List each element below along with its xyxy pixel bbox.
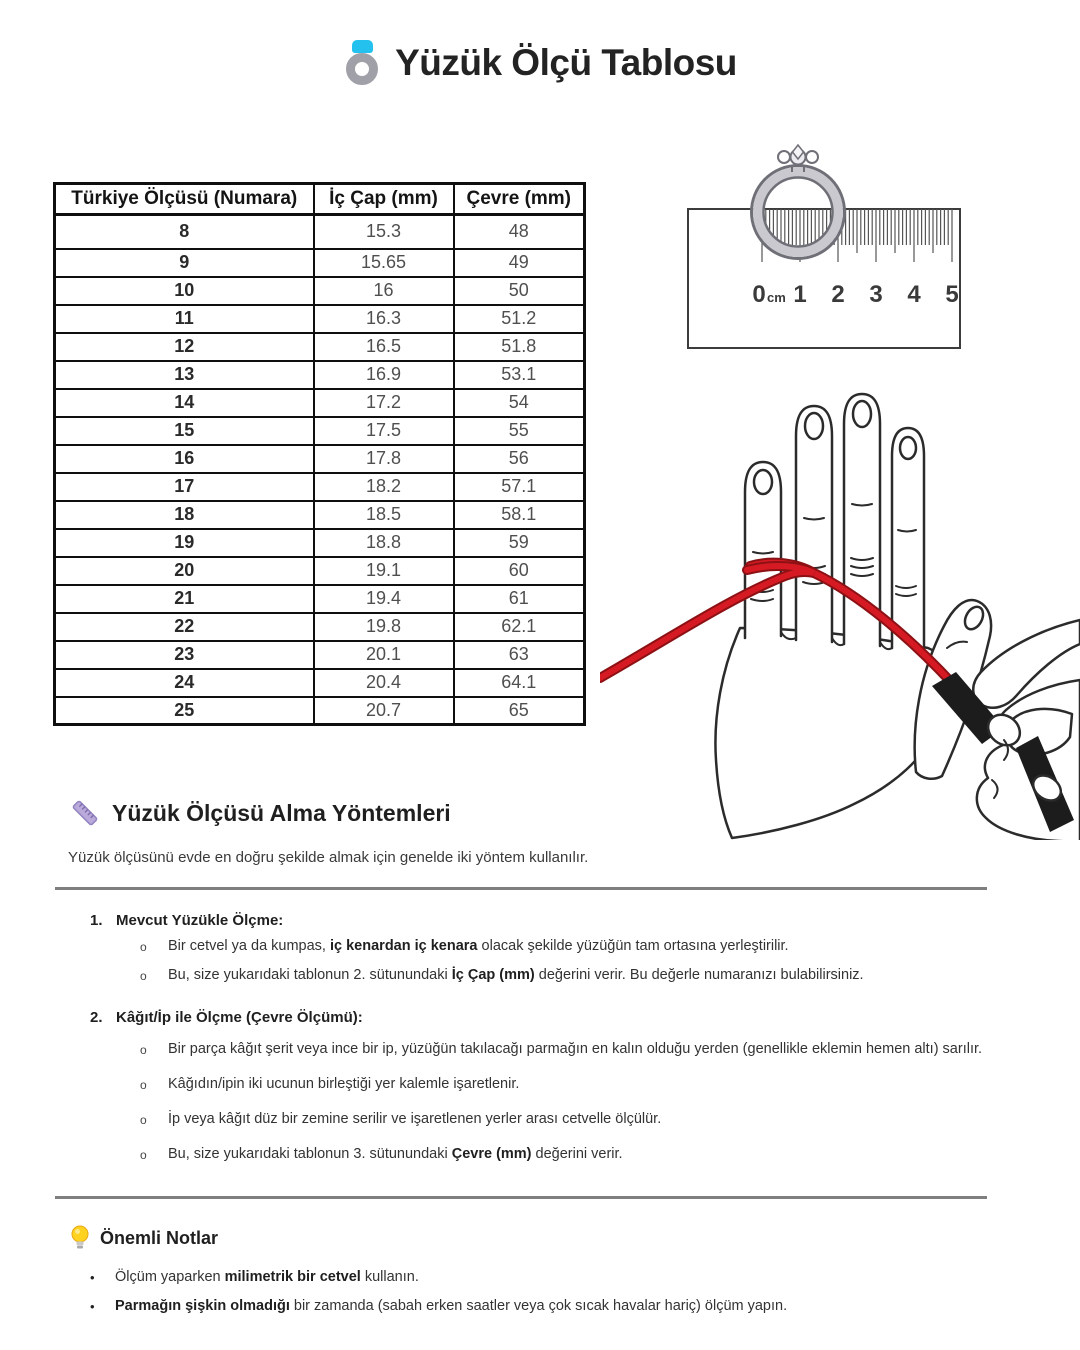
- list-item-text: Bir cetvel ya da kumpas, iç kenardan iç kenara olacak şekilde yüzüğün tam ortasına yerleştirilir.: [168, 938, 789, 954]
- circle-bullet-marker: o: [140, 1113, 147, 1127]
- table-cell-circumference: 64.1: [454, 669, 585, 697]
- table-cell-size: 17: [55, 473, 314, 501]
- list-item-text: İp veya kâğıt düz bir zemine serilir ve işaretlenen yerler arası cetvelle ölçülür.: [168, 1111, 662, 1127]
- list-item: [0, 1039, 1080, 1061]
- notes-heading: Önemli Notlar: [100, 1227, 219, 1248]
- middle-nail: [805, 413, 823, 439]
- list-item-text: Bu, size yukarıdaki tablonun 2. sütunundaki İç Çap (mm) değerini verir. Bu değerle numaranızı bulabilirsiniz.: [168, 967, 864, 983]
- list-item-text: Bu, size yukarıdaki tablonun 3. sütunundaki Çevre (mm) değerini verir.: [168, 1146, 623, 1162]
- ring-icon: [343, 40, 381, 86]
- circle-bullet-marker: o: [140, 1148, 147, 1162]
- table-cell-circumference: 58.1: [454, 501, 585, 529]
- table-cell-circumference: 54: [454, 389, 585, 417]
- table-cell-size: 15: [55, 417, 314, 445]
- dot-bullet-marker: •: [90, 1299, 95, 1314]
- pinky-finger: [892, 428, 924, 652]
- table-cell-size: 16: [55, 445, 314, 473]
- table-cell-diameter: 19.8: [314, 613, 454, 641]
- table-cell-diameter: 16.9: [314, 361, 454, 389]
- table-cell-diameter: 16.3: [314, 305, 454, 333]
- svg-text:0: 0: [752, 281, 766, 308]
- table-cell-diameter: 19.1: [314, 557, 454, 585]
- table-row: [55, 501, 585, 529]
- table-cell-diameter: 17.2: [314, 389, 454, 417]
- list-item: [0, 1144, 1080, 1166]
- table-header-row: [55, 184, 585, 215]
- table-cell-circumference: 62.1: [454, 613, 585, 641]
- circle-bullet-marker: o: [140, 1043, 147, 1057]
- table-row: [55, 389, 585, 417]
- circle-bullet-marker: o: [140, 969, 147, 983]
- list-item: [0, 1109, 1080, 1131]
- note-item-text: Ölçüm yaparken milimetrik bir cetvel kullanın.: [115, 1269, 419, 1285]
- circle-bullet-marker: o: [140, 1078, 147, 1092]
- note-item: [0, 1267, 1080, 1288]
- list-item: [0, 965, 1080, 987]
- table-cell-size: 8: [55, 215, 314, 249]
- table-cell-diameter: 17.5: [314, 417, 454, 445]
- table-row: [55, 277, 585, 305]
- table-cell-circumference: 63: [454, 641, 585, 669]
- table-row: [55, 557, 585, 585]
- svg-text:3: 3: [869, 281, 883, 308]
- table-row: [55, 473, 585, 501]
- methods-intro: Yüzük ölçüsünü evde en doğru şekilde almak için genelde iki yöntem kullanılır.: [68, 849, 589, 866]
- dot-bullet-marker: •: [90, 1270, 95, 1285]
- list-item: [0, 936, 1080, 958]
- svg-text:1: 1: [793, 281, 807, 308]
- table-row: [55, 333, 585, 361]
- lightbulb-icon: [70, 1225, 90, 1251]
- table-cell-circumference: 59: [454, 529, 585, 557]
- methods-heading: Yüzük Ölçüsü Alma Yöntemleri: [112, 799, 451, 826]
- svg-text:5: 5: [945, 281, 959, 308]
- svg-text:cm: cm: [767, 290, 786, 305]
- item-title: Kâğıt/İp ile Ölçme (Çevre Ölçümü):: [116, 1009, 363, 1026]
- list-item: [0, 1074, 1080, 1096]
- table-cell-circumference: 51.2: [454, 305, 585, 333]
- index-nail: [754, 470, 772, 494]
- methods-heading-row: [70, 798, 1080, 828]
- instructions-section: [0, 798, 1080, 1317]
- table-cell-circumference: 61: [454, 585, 585, 613]
- ring-nail: [853, 401, 871, 427]
- table-cell-diameter: 17.8: [314, 445, 454, 473]
- table-row: [55, 529, 585, 557]
- hand-string-measure-figure: [600, 380, 1080, 840]
- table-cell-size: 18: [55, 501, 314, 529]
- table-cell-size: 22: [55, 613, 314, 641]
- table-cell-circumference: 55: [454, 417, 585, 445]
- table-cell-diameter: 15.3: [314, 215, 454, 249]
- item-number: 2.: [90, 1009, 103, 1026]
- divider: [55, 1196, 987, 1199]
- table-cell-size: 10: [55, 277, 314, 305]
- method-item-2: [0, 1009, 1080, 1166]
- middle-finger: [796, 406, 832, 642]
- document-title-bar: [0, 40, 1080, 86]
- item-title: Mevcut Yüzükle Ölçme:: [116, 912, 284, 929]
- ruler-emoji-icon: [70, 798, 100, 828]
- table-row: [55, 697, 585, 725]
- table-row: [55, 669, 585, 697]
- table-cell-size: 12: [55, 333, 314, 361]
- item-number: 1.: [90, 912, 103, 929]
- divider: [55, 887, 987, 890]
- table-cell-circumference: 53.1: [454, 361, 585, 389]
- method-item-1: [0, 912, 1080, 987]
- circle-bullet-marker: o: [140, 940, 147, 954]
- table-cell-circumference: 48: [454, 215, 585, 249]
- table-cell-size: 11: [55, 305, 314, 333]
- table-cell-diameter: 18.5: [314, 501, 454, 529]
- table-cell-diameter: 20.1: [314, 641, 454, 669]
- column-header-diameter: İç Çap (mm): [314, 184, 454, 215]
- table-row: [55, 613, 585, 641]
- column-header-size: Türkiye Ölçüsü (Numara): [55, 184, 314, 215]
- table-cell-diameter: 18.2: [314, 473, 454, 501]
- table-cell-size: 20: [55, 557, 314, 585]
- table-cell-size: 24: [55, 669, 314, 697]
- ring-gem: [352, 40, 373, 53]
- table-row: [55, 641, 585, 669]
- pinky-nail: [900, 437, 916, 459]
- table-cell-size: 13: [55, 361, 314, 389]
- ring-band: [346, 53, 378, 85]
- table-cell-diameter: 16: [314, 277, 454, 305]
- page-title: Yüzük Ölçü Tablosu: [395, 42, 737, 83]
- list-item-text: Kâğıdın/ipin iki ucunun birleştiği yer kalemle işaretlenir.: [168, 1076, 520, 1092]
- table-cell-circumference: 49: [454, 249, 585, 277]
- table-cell-size: 14: [55, 389, 314, 417]
- svg-text:4: 4: [907, 281, 921, 308]
- table-row: [55, 215, 585, 249]
- table-cell-size: 21: [55, 585, 314, 613]
- ring-size-table: [53, 182, 586, 726]
- svg-text:2: 2: [831, 281, 845, 308]
- table-cell-diameter: 15.65: [314, 249, 454, 277]
- note-item: [0, 1296, 1080, 1317]
- table-cell-diameter: 19.4: [314, 585, 454, 613]
- table-row: [55, 417, 585, 445]
- note-item-text: Parmağın şişkin olmadığı bir zamanda (sabah erken saatler veya çok sıcak havalar hariç) ölçüm yapın.: [115, 1298, 788, 1314]
- ring-setting-swirl-right: [806, 151, 818, 163]
- table-row: [55, 361, 585, 389]
- table-cell-circumference: 60: [454, 557, 585, 585]
- column-header-circumference: Çevre (mm): [454, 184, 585, 215]
- table-row: [55, 445, 585, 473]
- table-cell-circumference: 56: [454, 445, 585, 473]
- table-cell-diameter: 16.5: [314, 333, 454, 361]
- table-cell-circumference: 51.8: [454, 333, 585, 361]
- ring-setting-swirl-left: [778, 151, 790, 163]
- ring-on-ruler-figure: [660, 140, 990, 360]
- table-cell-diameter: 20.4: [314, 669, 454, 697]
- table-row: [55, 585, 585, 613]
- notes-heading-row: [70, 1225, 1080, 1251]
- table-cell-circumference: 57.1: [454, 473, 585, 501]
- table-cell-diameter: 18.8: [314, 529, 454, 557]
- table-cell-size: 23: [55, 641, 314, 669]
- table-cell-size: 19: [55, 529, 314, 557]
- table-cell-diameter: 20.7: [314, 697, 454, 725]
- table-cell-circumference: 50: [454, 277, 585, 305]
- table-row: [55, 249, 585, 277]
- ruler-body: [688, 209, 960, 348]
- table-cell-size: 9: [55, 249, 314, 277]
- table-row: [55, 305, 585, 333]
- table-cell-circumference: 65: [454, 697, 585, 725]
- table-cell-size: 25: [55, 697, 314, 725]
- list-item-text: Bir parça kâğıt şerit veya ince bir ip, yüzüğün takılacağı parmağın en kalın olduğu yerden (genellikle eklemin hemen altı) sarılır.: [168, 1041, 983, 1057]
